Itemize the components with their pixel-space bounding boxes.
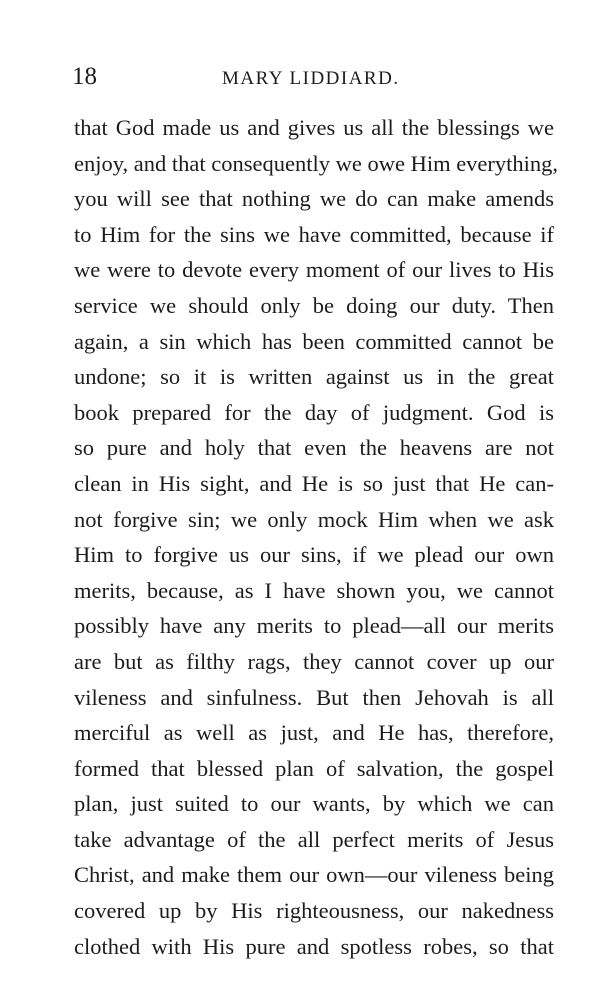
text-line: not forgive sin; we only mock Him when we ask (74, 506, 554, 532)
text-line: take advantage of the all perfect merits of Jesus (74, 826, 554, 852)
text-line: possibly have any merits to plead—all our merits (74, 613, 554, 639)
text-line: we were to devote every moment of our lives to His (74, 257, 554, 283)
text-line: are but as filthy rags, they cannot cover up our (74, 648, 554, 674)
text-line: you will see that nothing we do can make amends (74, 186, 554, 212)
page-header (72, 62, 549, 92)
text-line: so pure and holy that even the heavens are not (74, 435, 554, 461)
text-line: to Him for the sins we have committed, because if (74, 221, 554, 247)
text-line: Him to forgive us our sins, if we plead our own (74, 542, 554, 568)
text-line: again, a sin which has been committed cannot be (74, 328, 554, 354)
text-line: merits, because, as I have shown you, we cannot (74, 577, 554, 603)
page-number: 18 (72, 63, 97, 90)
text-line: that God made us and gives us all the blessings we (74, 115, 554, 140)
text-line: formed that blessed plan of salvation, the gospel (74, 755, 554, 781)
text-line: book prepared for the day of judgment. God is (74, 399, 554, 425)
text-line: clothed with His pure and spotless robes, so that (74, 933, 554, 959)
body-text (74, 110, 559, 964)
text-line: service we should only be doing our duty. Then (74, 292, 554, 318)
text-line: covered up by His righteousness, our nakedness (74, 898, 554, 924)
text-line: vileness and sinfulness. But then Jehovah is all (74, 684, 554, 710)
running-title: MARY LIDDIARD. (222, 68, 400, 89)
text-line: plan, just suited to our wants, by which we can (74, 791, 554, 817)
text-line: enjoy, and that consequently we owe Him everything, (74, 150, 559, 176)
text-line: merciful as well as just, and He has, therefore, (74, 720, 554, 746)
text-line: undone; so it is written against us in the great (74, 364, 554, 390)
text-line: Christ, and make them our own—our vileness being (74, 862, 554, 888)
text-line: clean in His sight, and He is so just that He can- (74, 470, 554, 496)
